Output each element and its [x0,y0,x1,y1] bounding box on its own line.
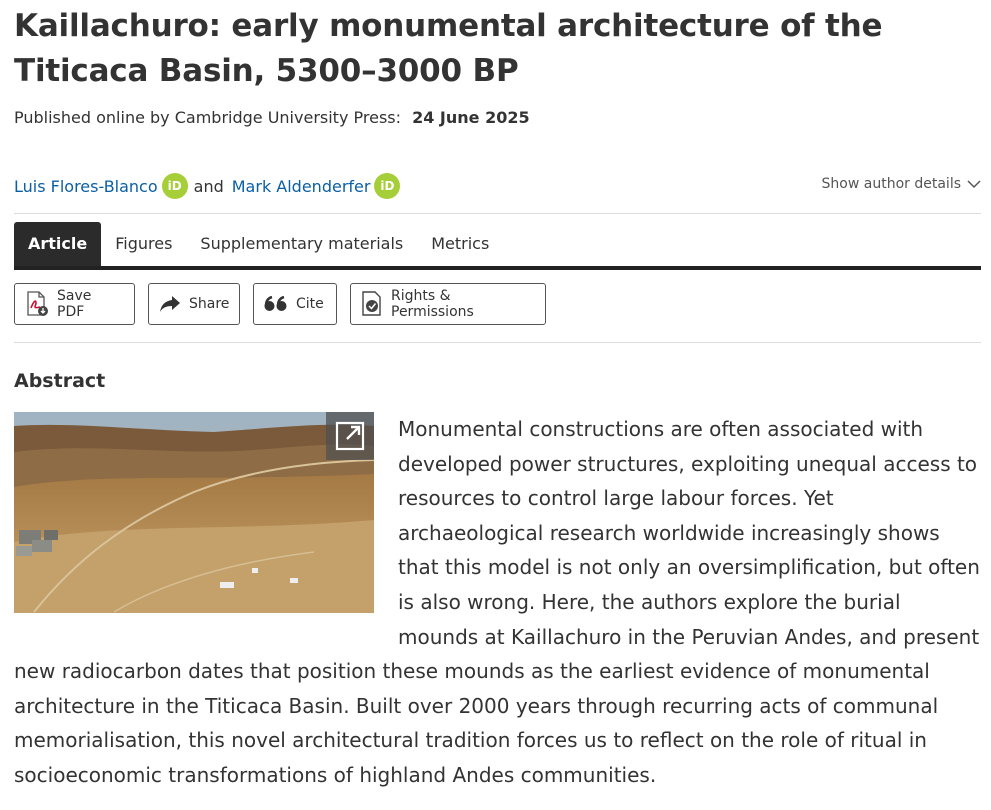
share-arrow-icon [159,295,181,313]
expand-icon [335,421,365,451]
tab-metrics[interactable]: Metrics [431,234,490,253]
cite-label: Cite [296,296,324,312]
save-pdf-button[interactable] [14,283,135,325]
landscape-photo [14,412,374,613]
cite-button[interactable] [253,283,337,325]
rights-permissions-button[interactable] [350,283,546,325]
publication-info [14,108,530,127]
expand-image-button[interactable] [326,412,374,460]
abstract-text: Monumental constructions are often associated with developed power structures, exploiting unequal access to resources to control large labour forces. Yet archaeological research worldwide increasingly shows that this model is not only an oversimplification, but often is also wrong. Here, the authors explore the burial mounds at Kaillachuro in the Peruvian Andes, and present new radiocarbon dates that position these mounds as the earliest evidence of monumental architecture in the Titicaca Basin. Built over 2000 years through recurring acts of communal memorialisation, this novel architectural tradition forces us to reflect on the role of ritual in socioeconomic transformations of highland Andes communities. [14,417,980,787]
share-button[interactable] [148,283,240,325]
divider [14,342,981,343]
author-conjunction: and [193,176,224,196]
author-link-aldenderfer[interactable]: Mark Aldenderfer [231,176,371,196]
published-label: Published online by Cambridge University Press: [14,108,401,127]
abstract-section [14,412,981,793]
show-author-details-label: Show author details [821,176,961,192]
article-actions [14,283,559,325]
quote-icon [264,296,288,312]
divider [14,213,981,214]
abstract-figure-image[interactable] [14,412,374,613]
share-label: Share [189,296,230,312]
tab-figures[interactable]: Figures [115,234,173,253]
author-list [14,172,406,200]
orcid-icon[interactable]: iD [162,173,188,199]
rights-permissions-label: Rights & Permissions [391,288,474,320]
pdf-icon [25,291,49,317]
tab-supplementary-materials[interactable]: Supplementary materials [200,234,404,253]
article-tabs [14,222,981,270]
author-link-flores-blanco[interactable]: Luis Flores-Blanco [14,176,158,196]
orcid-icon[interactable]: iD [374,173,400,199]
permissions-icon [361,291,383,317]
chevron-down-icon [967,179,981,189]
tab-article[interactable]: Article [14,222,101,266]
save-pdf-label: Save PDF [57,288,92,320]
published-date: 24 June 2025 [412,108,530,127]
article-title: Kaillachuro: early monumental architecture of the Titicaca Basin, 5300–3000 BP [14,8,883,89]
abstract-heading: Abstract [14,370,106,392]
show-author-details-button[interactable] [822,176,981,192]
